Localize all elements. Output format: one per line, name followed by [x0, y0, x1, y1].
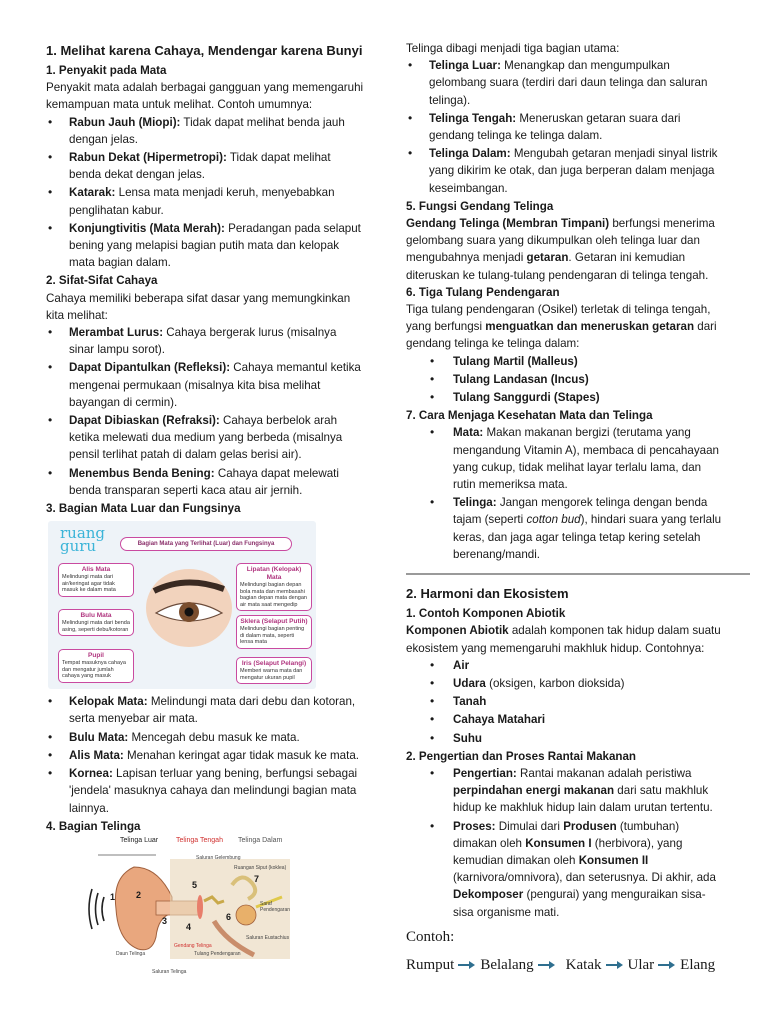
list-item: • Bulu Mata: Mencegah debu masuk ke mata. [46, 729, 364, 746]
label-sklera: Sklera (Selaput Putih) Melindungi bagian penting di dalam mata, seperti lensa mata [236, 615, 312, 649]
heading-sifat-cahaya: 2. Sifat-Sifat Cahaya [46, 274, 158, 288]
list-item: • Suhu [406, 730, 724, 747]
list-item: • Telinga Tengah: Meneruskan getaran suara dari gendang telinga ke telinga dalam. [406, 110, 724, 144]
list-item: • Tanah [406, 693, 724, 710]
num-1: 1 [110, 891, 116, 902]
list-abiotik [406, 657, 724, 747]
list-item: • Merambat Lurus: Cahaya bergerak lurus (misalnya sinar lampu sorot). [46, 324, 364, 358]
eye-parts-figure [48, 521, 316, 689]
label-gendang: Gendang Telinga [174, 942, 212, 949]
list-item: • Katarak: Lensa mata menjadi keruh, menyebabkan penglihatan kabur. [46, 184, 364, 218]
label-alis: Alis Mata Melindungi mata dari air/keringat agar tidak masuk ke dalam mata [58, 563, 134, 597]
paragraph: Cahaya memiliki beberapa sifat dasar yang memungkinkan kita melihat: [46, 291, 351, 322]
heading-menjaga-kesehatan: 7. Cara Menjaga Kesehatan Mata dan Telinga [406, 409, 653, 423]
section-divider [406, 573, 750, 575]
list-item: • Dapat Dipantulkan (Refleksi): Cahaya memantul ketika mengenai permukaan (misalnya kita bisa melihat bayangan di cermin). [46, 359, 364, 411]
label-koklea: Ruangan Siput (koklea) [234, 864, 287, 871]
list-item: • Tulang Martil (Malleus) [406, 353, 724, 370]
list-menjaga [406, 424, 724, 563]
paragraph: Komponen Abiotik adalah komponen tak hidup dalam suatu ekosistem yang memengaruhi makhluk hidup. Contohnya: [406, 624, 721, 655]
figure-banner: Bagian Mata yang Terlihat (Luar) dan Fungsinya [120, 537, 292, 551]
list-item: • Udara (oksigen, karbon dioksida) [406, 675, 724, 692]
paragraph: Gendang Telinga (Membran Timpani) berfungsi menerima gelombang suara yang dikumpulkan oleh telinga luar dan mengubahnya menjadi getaran. Getaran ini kemudian diteruskan ke tulang-tulang pendengaran di telinga tengah. [406, 217, 715, 282]
heading-bagian-mata: 3. Bagian Mata Luar dan Fungsinya [46, 502, 241, 516]
label-kelopak: Lipatan (Kelopak) Mata Melindungi bagian depan bola mata dan membasahi bagian depan mata dengan air mata saat mengedip [236, 563, 312, 611]
num-7: 7 [254, 873, 260, 884]
label-telinga-tengah: Telinga Tengah [176, 836, 223, 844]
heading-bagian-telinga: 4. Bagian Telinga [46, 819, 141, 833]
label-saluran: Saluran Telinga [152, 968, 187, 975]
chain-item-rumput: Rumput [406, 956, 455, 973]
paragraph: Tiga tulang pendengaran (Osikel) terletak di telinga tengah, yang berfungsi menguatkan dan meneruskan getaran dari gendang telinga ke telinga dalam: [406, 303, 717, 351]
num-3: 3 [162, 915, 168, 926]
eye-illustration [146, 569, 232, 647]
paragraph: Penyakit mata adalah berbagai gangguan yang memengaruhi kemampuan mata untuk melihat. Contoh umumnya: [46, 81, 364, 112]
logo: ruang guru [60, 524, 106, 556]
label-daun: Daun Telinga [116, 950, 146, 957]
chain-item-katak: Katak [565, 956, 602, 973]
label-iris: Iris (Selaput Pelangi) Memberi warna mata dan mengatur ukuran pupil [236, 657, 312, 684]
label-pupil: Pupil Tempat masuknya cahaya dan mengatur jumlah cahaya yang masuk [58, 649, 134, 683]
list-tulang [406, 353, 724, 407]
chain-item-belalang: Belalang [480, 956, 534, 973]
list-item: • Rabun Jauh (Miopi): Tidak dapat melihat benda jauh dengan jelas. [46, 114, 364, 148]
label-bulu: Bulu Mata Melindungi mata dari benda asing, seperti debu/kotoran [58, 609, 134, 636]
list-bagian-mata [46, 693, 364, 816]
list-item: • Telinga: Jangan mengorek telinga dengan benda tajam (seperti cotton bud), hindari suara yang terlalu keras, dan jaga agar telinga tetap kering setelah berenang/mandi. [406, 494, 724, 563]
list-rantai-makanan [406, 765, 724, 921]
label-telinga-dalam: Telinga Dalam [238, 836, 283, 844]
list-item: • Dapat Dibiaskan (Refraksi): Cahaya berbelok arah ketika melewati dua medium yang berbeda (misalnya pensil terlihat patah di dalam gelas berisi air). [46, 412, 364, 464]
heading-tulang-pendengaran: 6. Tiga Tulang Pendengaran [406, 285, 560, 299]
list-item: • Cahaya Matahari [406, 711, 724, 728]
heading-penyakit-mata: 1. Penyakit pada Mata [46, 64, 167, 77]
list-item: • Proses: Dimulai dari Produsen (tumbuhan) dimakan oleh Konsumen I (herbivora), yang kemudian dimakan oleh Konsumen II (karnivora/omnivora), dan seterusnya. Di akhir, ada Dekomposer (pengurai) yang menguraikan sisa-sisa organisme mati. [406, 818, 724, 921]
section-title: 1. Melihat karena Cahaya, Mendengar karena Bunyi [46, 43, 363, 58]
list-penyakit-mata [46, 114, 364, 272]
num-4: 4 [186, 921, 192, 932]
arrow-right-icon [658, 960, 676, 970]
arrow-right-icon [538, 960, 556, 970]
paragraph: Telinga dibagi menjadi tiga bagian utama: [406, 42, 620, 55]
heading-gendang-telinga: 5. Fungsi Gendang Telinga [406, 199, 554, 213]
right-column [406, 40, 724, 974]
list-item: • Air [406, 657, 724, 674]
list-item: • Rabun Dekat (Hipermetropi): Tidak dapat melihat benda dekat dengan jelas. [46, 149, 364, 183]
contoh-label: Contoh: [406, 928, 455, 945]
heading-abiotik: 1. Contoh Komponen Abiotik [406, 607, 566, 621]
list-bagian-telinga [406, 57, 724, 197]
list-item: • Konjungtivitis (Mata Merah): Peradangan pada selaput bening yang melapisi bagian putih mata dan kelopak mata bagian dalam. [46, 220, 364, 272]
label-tulang: Tulang Pendengaran [194, 950, 241, 957]
list-item: • Kornea: Lapisan terluar yang bening, berfungsi sebagai 'jendela' masuknya cahaya dan melindungi bagian mata lainnya. [46, 765, 364, 817]
list-item: • Kelopak Mata: Melindungi mata dari debu dan kotoran, serta menyebar air mata. [46, 693, 364, 727]
list-sifat-cahaya [46, 324, 364, 499]
num-5: 5 [192, 879, 198, 890]
list-item: • Tulang Sanggurdi (Stapes) [406, 389, 724, 406]
num-2: 2 [136, 889, 142, 900]
label-eustachius: Saluran Eustachius [246, 934, 290, 941]
list-item: • Mata: Makan makanan bergizi (terutama yang mengandung Vitamin A), membaca di pencahayaan yang cukup, tidak melihat layar terlalu lama, dan rutin memeriksa mata. [406, 424, 724, 493]
list-item: • Alis Mata: Menahan keringat agar tidak masuk ke mata. [46, 747, 364, 764]
list-item: • Pengertian: Rantai makanan adalah peristiwa perpindahan energi makanan dari satu makhluk hidup ke makhluk hidup lain dalam urutan tertentu. [406, 765, 724, 817]
label-telinga-luar: Telinga Luar [120, 836, 159, 844]
arrow-right-icon [458, 960, 476, 970]
list-item: • Telinga Dalam: Mengubah getaran menjadi sinyal listrik yang dikirim ke otak, dan juga berperan dalam menjaga keseimbangan. [406, 145, 724, 197]
list-item: • Telinga Luar: Menangkap dan mengumpulkan gelombang suara (terdiri dari daun telinga dan saluran telinga). [406, 57, 724, 109]
list-item: • Menembus Benda Bening: Cahaya dapat melewati benda transparan seperti kaca atau air jernih. [46, 465, 364, 499]
num-6: 6 [226, 911, 232, 922]
food-chain [406, 957, 724, 974]
ear-diagram [86, 837, 291, 977]
chain-item-elang: Elang [680, 956, 716, 973]
list-item: • Tulang Landasan (Incus) [406, 371, 724, 388]
label-semi: Saluran Gelembung [196, 854, 241, 861]
arrow-right-icon [606, 960, 624, 970]
chain-item-ular: Ular [627, 956, 655, 973]
label-saraf: Saraf Pendengaran [260, 900, 291, 913]
section-title: 2. Harmoni dan Ekosistem [406, 586, 569, 602]
left-column [46, 40, 364, 977]
heading-rantai-makanan: 2. Pengertian dan Proses Rantai Makanan [406, 749, 637, 763]
